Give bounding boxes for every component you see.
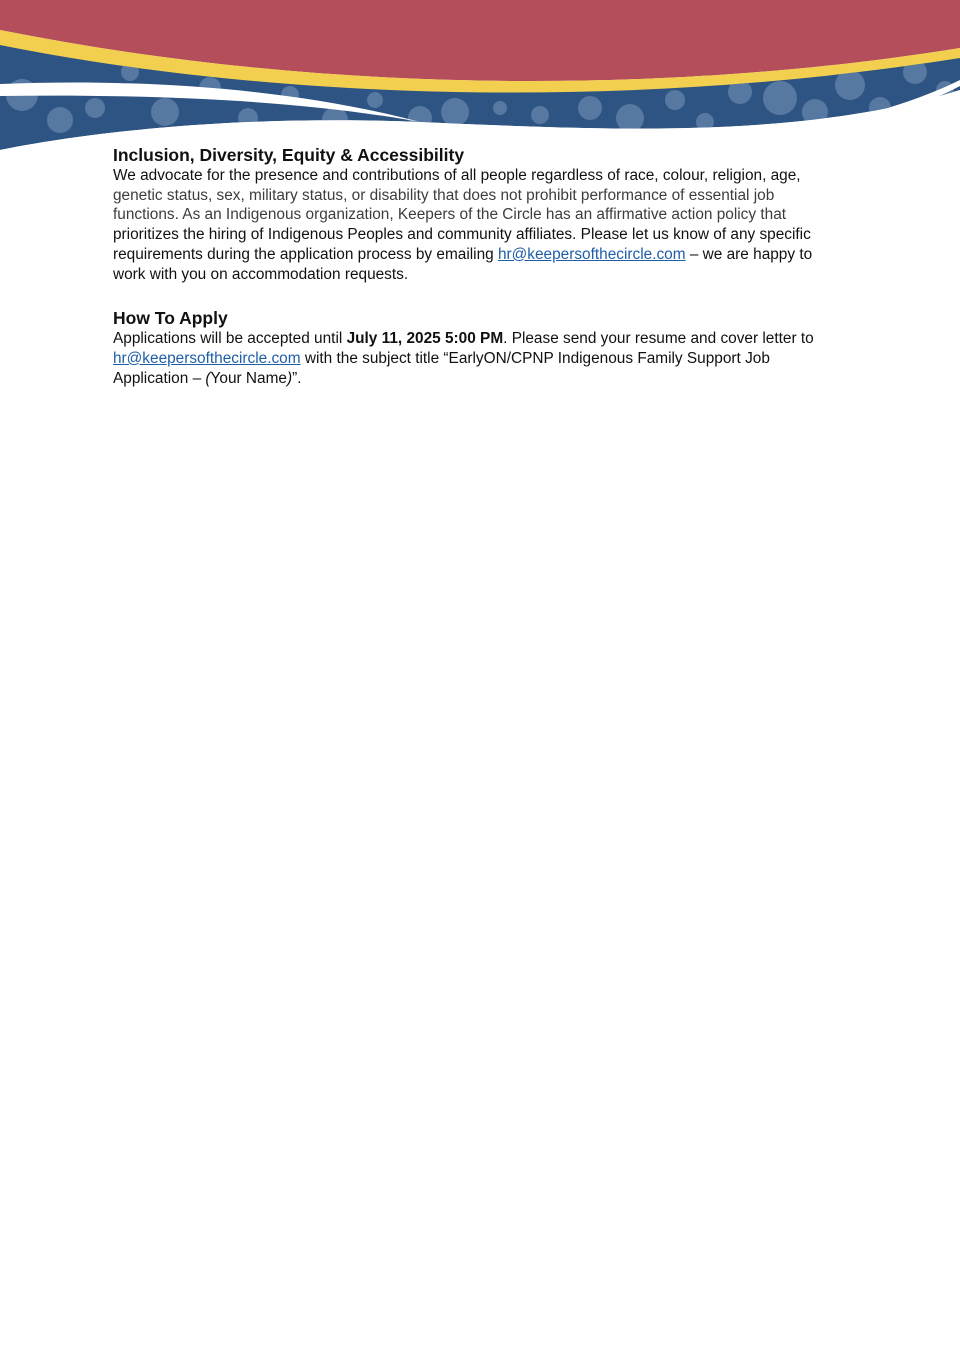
inclusion-line-5-end: – we are happy to	[685, 245, 813, 263]
apply-name-open: (	[205, 369, 211, 387]
apply-line-1-end: . Please send your resume and cover letter to	[503, 330, 814, 348]
apply-line-3-start: Application –	[113, 369, 206, 387]
apply-line-1-start: Applications will be accepted until	[113, 330, 347, 348]
apply-name-close: )	[286, 369, 293, 387]
inclusion-paragraph	[113, 166, 838, 284]
inclusion-section	[113, 144, 838, 284]
inclusion-line-2: genetic status, sex, military status, or disability that does not prohibit performance of essential job	[113, 186, 775, 204]
inclusion-line-3: functions. As an Indigenous organization, Keepers of the Circle has an affirmative action policy that	[113, 206, 787, 224]
inclusion-line-6: work with you on accommodation requests.	[113, 265, 409, 283]
apply-paragraph	[113, 329, 838, 388]
apply-deadline: July 11, 2025 5:00 PM	[346, 330, 504, 348]
apply-line-3-end: ”.	[292, 369, 302, 387]
header-banner	[0, 0, 960, 160]
inclusion-email-link[interactable]: hr@keepersofthecircle.com	[497, 245, 686, 263]
inclusion-line-1: We advocate for the presence and contributions of all people regardless of race, colour, religion, age,	[113, 167, 801, 184]
apply-line-2-end: with the subject title “EarlyON/CPNP Indigenous Family Support Job	[300, 349, 770, 367]
apply-heading: How To Apply	[113, 308, 228, 329]
inclusion-line-5-start: requirements during the application process by emailing	[113, 245, 498, 263]
inclusion-line-4: prioritizes the hiring of Indigenous Peoples and community affiliates. Please let us know of any specific	[113, 226, 811, 244]
apply-section	[113, 307, 838, 388]
inclusion-heading: Inclusion, Diversity, Equity & Accessibility	[113, 145, 465, 165]
document-body	[113, 144, 838, 388]
apply-email-link[interactable]: hr@keepersofthecircle.com	[113, 349, 301, 367]
apply-name-text: Your Name	[210, 369, 287, 387]
